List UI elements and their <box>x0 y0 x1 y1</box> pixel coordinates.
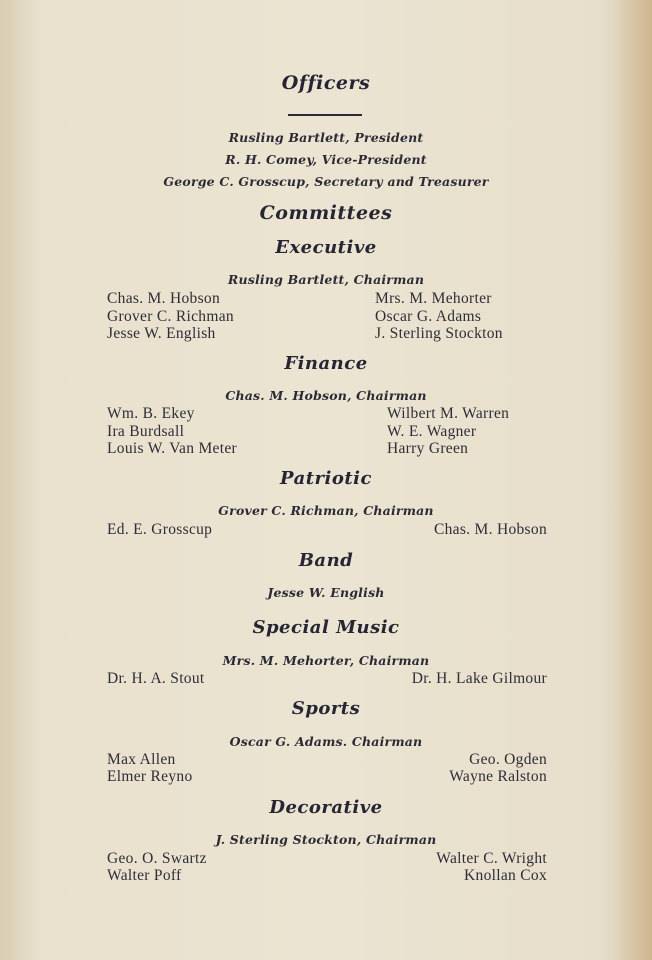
sports-member: Max Allen <box>107 751 176 768</box>
patriotic-member: Ed. E. Grosscup <box>107 521 213 538</box>
officer-vice-president: R. H. Comey, Vice-President <box>225 152 427 167</box>
executive-member: J. Sterling Stockton <box>375 325 503 342</box>
sports-heading: Sports <box>291 698 361 719</box>
decorative-heading: Decorative <box>269 797 383 818</box>
sports-chairman: Oscar G. Adams. Chairman <box>229 734 423 749</box>
executive-member: Chas. M. Hobson <box>107 290 221 307</box>
sports-member: Geo. Ogden <box>469 751 547 768</box>
patriotic-member: Chas. M. Hobson <box>433 521 547 538</box>
executive-member: Oscar G. Adams <box>375 308 482 325</box>
officer-secretary-treasurer: George C. Grosscup, Secretary and Treasurer <box>163 174 489 189</box>
committees-heading: Committees <box>259 202 393 224</box>
finance-member: Ira Burdsall <box>107 423 185 440</box>
decorative-member: Walter Poff <box>107 867 182 884</box>
finance-member: Wm. B. Ekey <box>107 405 195 422</box>
finance-member: Louis W. Van Meter <box>107 440 237 457</box>
executive-member: Grover C. Richman <box>107 308 234 325</box>
decorative-member: Walter C. Wright <box>436 850 547 867</box>
finance-chairman: Chas. M. Hobson, Chairman <box>225 388 427 403</box>
band-heading: Band <box>298 550 354 571</box>
officers-heading: Officers <box>281 72 371 94</box>
finance-member: Harry Green <box>387 440 469 457</box>
band-chairman: Jesse W. English <box>267 585 385 600</box>
decorative-member: Knollan Cox <box>464 867 547 884</box>
sports-member: Elmer Reyno <box>107 768 193 785</box>
sports-member: Wayne Ralston <box>449 768 547 785</box>
special-music-heading: Special Music <box>252 617 400 638</box>
patriotic-chairman: Grover C. Richman, Chairman <box>218 503 434 518</box>
heading-rule <box>288 114 362 116</box>
finance-heading: Finance <box>284 353 368 374</box>
decorative-member: Geo. O. Swartz <box>107 850 207 867</box>
executive-heading: Executive <box>275 237 377 258</box>
patriotic-heading: Patriotic <box>280 468 372 489</box>
finance-member: W. E. Wagner <box>387 423 477 440</box>
special-music-member: Dr. H. A. Stout <box>107 670 205 687</box>
executive-member: Mrs. M. Mehorter <box>375 290 492 307</box>
executive-member: Jesse W. English <box>107 325 216 342</box>
special-music-chairman: Mrs. M. Mehorter, Chairman <box>222 653 430 668</box>
officer-president: Rusling Bartlett, President <box>228 130 424 145</box>
special-music-member: Dr. H. Lake Gilmour <box>411 670 547 687</box>
decorative-chairman: J. Sterling Stockton, Chairman <box>215 832 437 847</box>
finance-member: Wilbert M. Warren <box>387 405 510 422</box>
executive-chairman: Rusling Bartlett, Chairman <box>227 272 425 287</box>
